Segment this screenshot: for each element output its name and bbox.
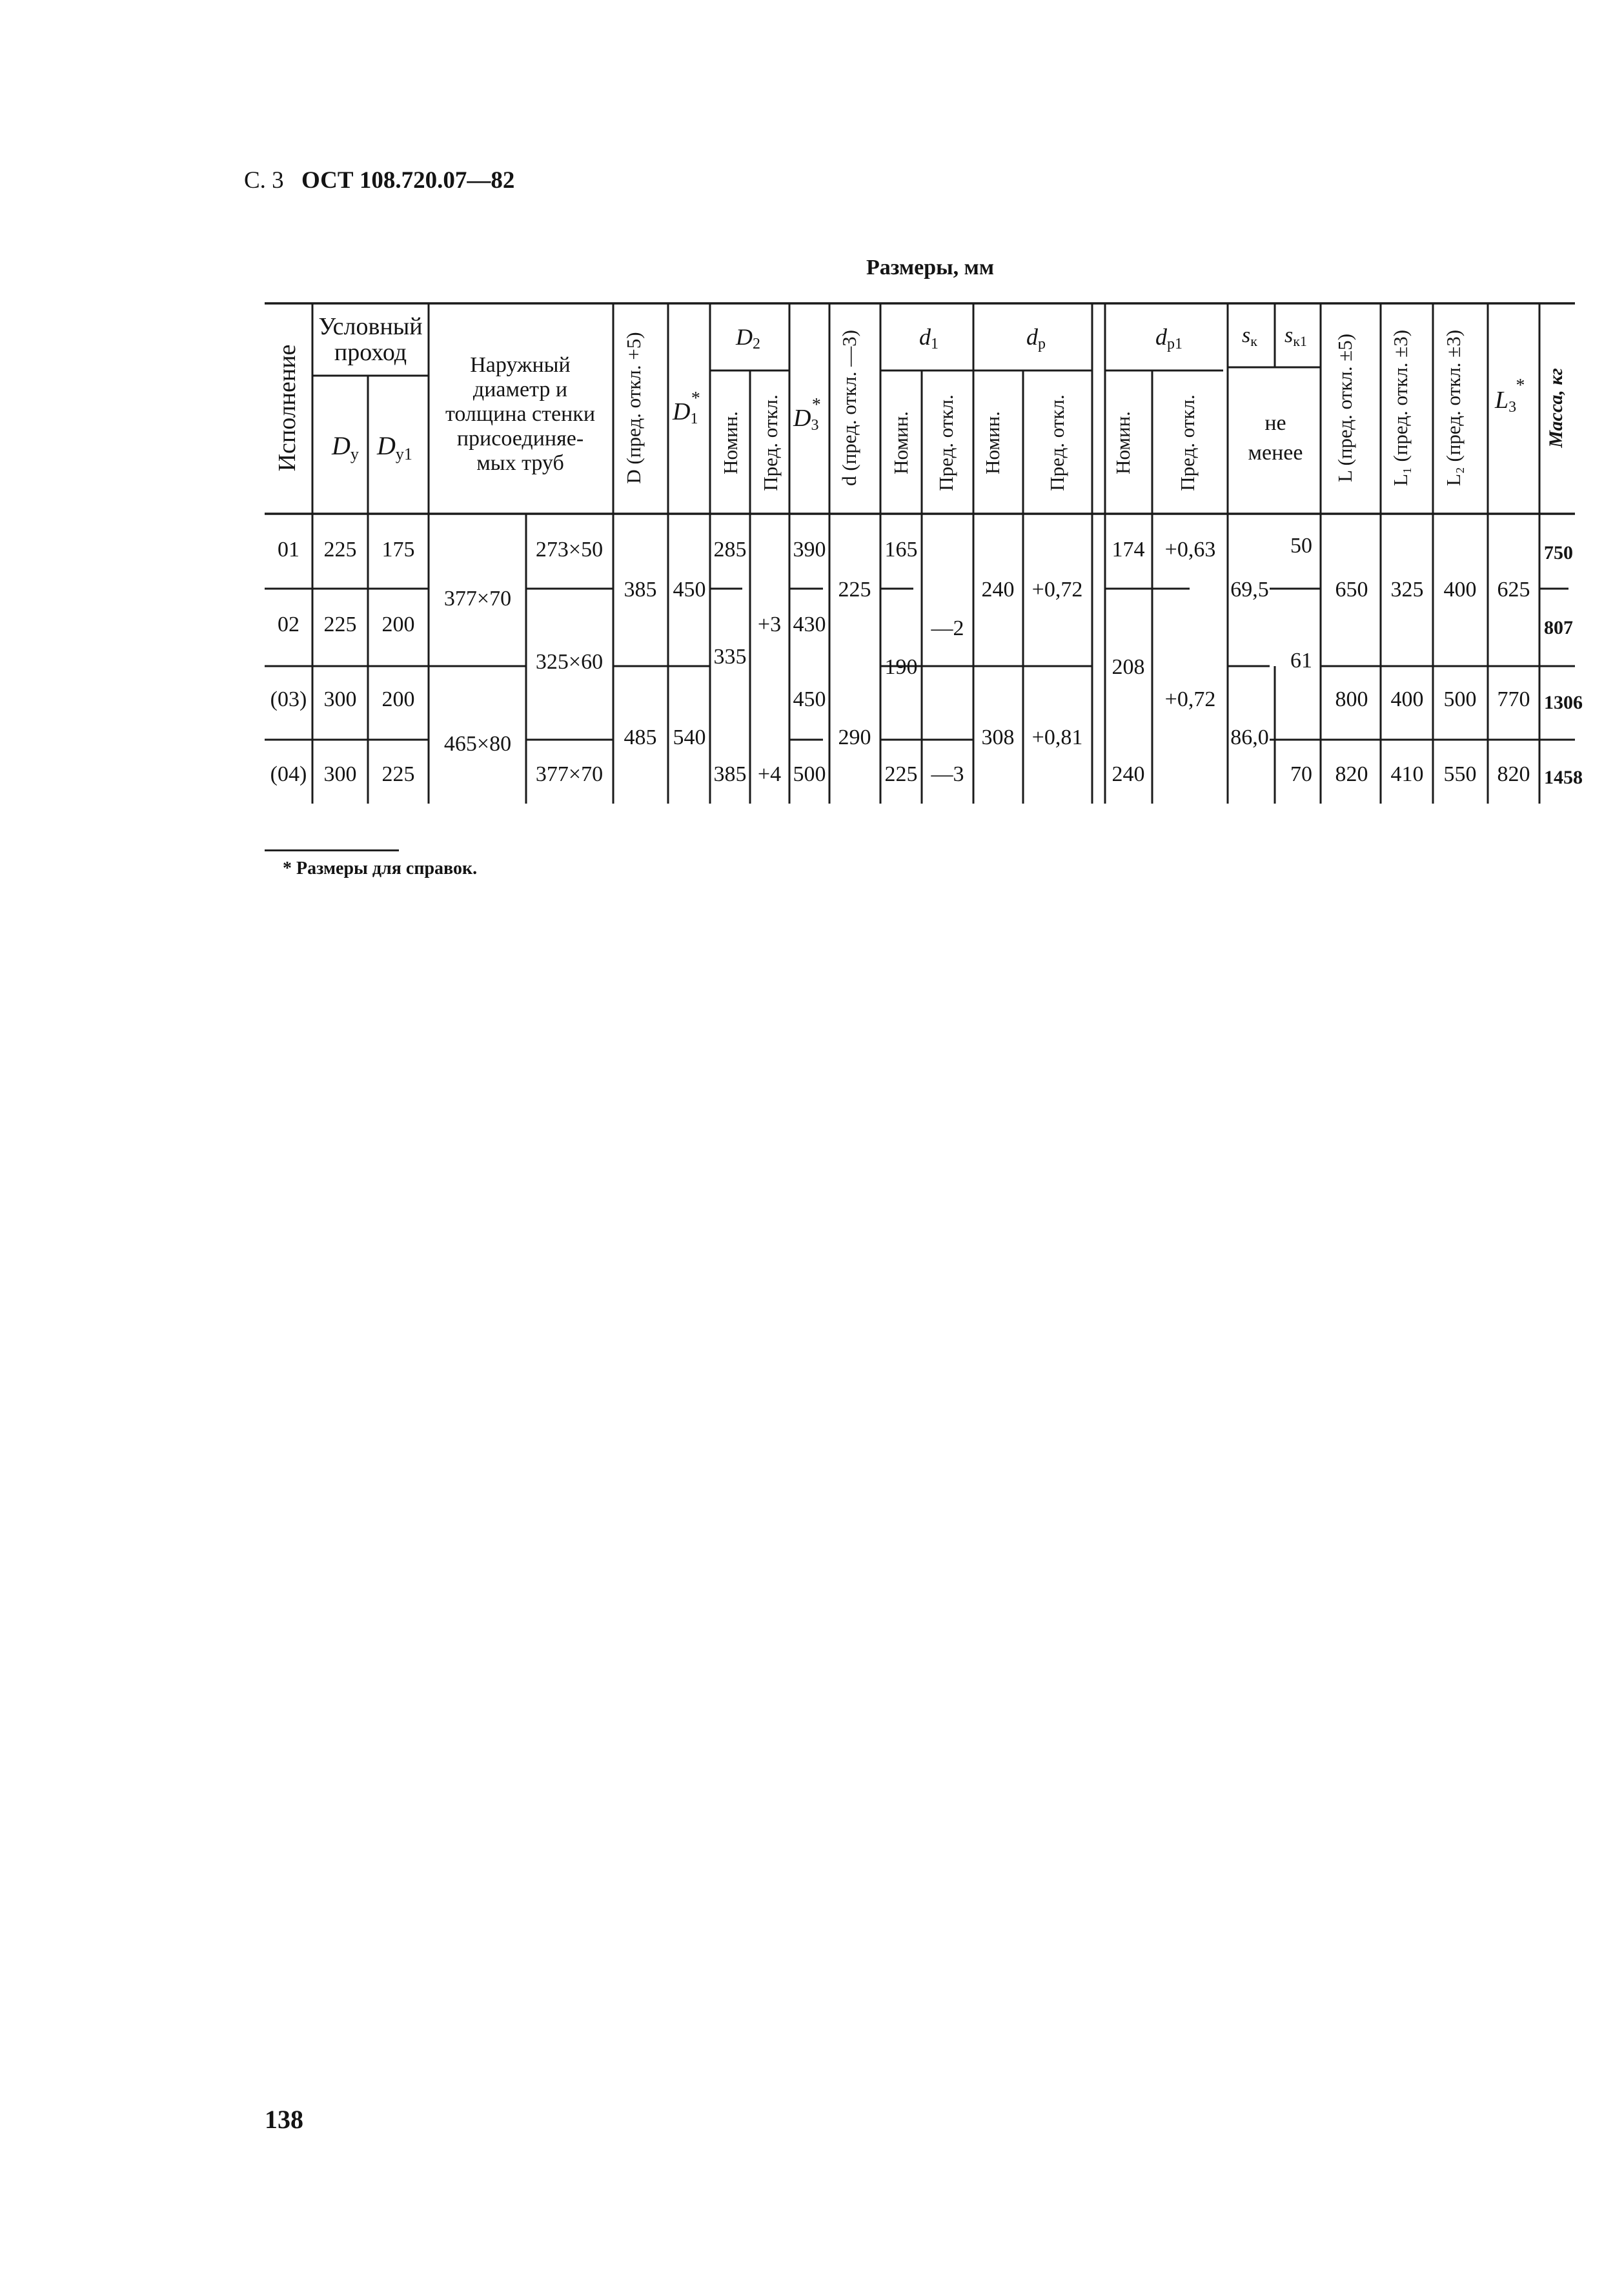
col-dp1-pred: Пред. откл. — [1176, 394, 1199, 491]
col-d1: d1 — [919, 324, 939, 352]
col-outer-l1: Наружный — [470, 353, 571, 377]
col-D3: D3* — [793, 395, 820, 434]
cell-dp1-nomin-1: 174 — [1111, 538, 1145, 562]
cell-D-group2: 485 — [624, 725, 657, 749]
footnote: * Размеры для справок. — [283, 858, 478, 878]
col-outer-l2: диаметр и — [472, 378, 568, 401]
col-sk1: sк1 — [1284, 323, 1307, 349]
col-D: D (пред. откл. +5) — [622, 332, 645, 484]
col-L: L (пред. откл. ±5) — [1334, 333, 1356, 483]
col-dp: dр — [1026, 324, 1046, 352]
cell-pipe-mid: 325×60 — [535, 650, 604, 674]
col-d1-pred: Пред. откл. — [935, 394, 957, 491]
cell-dp-pred-group1: +0,72 — [1031, 578, 1083, 602]
cell-d-group1: 225 — [838, 578, 871, 602]
cell-D3-3: 450 — [793, 687, 826, 711]
page-label: С. 3 — [244, 167, 284, 194]
cell-isp-4: (04) — [270, 762, 307, 786]
cell-massa-4: 1458 — [1544, 767, 1583, 788]
col-d1-nomin: Номин. — [889, 411, 912, 474]
cell-dy1-4: 225 — [381, 762, 415, 786]
col-ne-menee-1: не — [1264, 411, 1286, 435]
cell-sk1-1: 50 — [1290, 534, 1312, 558]
cell-L3-4: 820 — [1497, 762, 1530, 786]
col-uslovny-line1: Условный — [318, 313, 423, 340]
cell-d1-pred-group1: —2 — [931, 616, 964, 640]
col-dy: $D_у$ — [332, 431, 359, 463]
cell-d1-nomin-1: 165 — [884, 538, 918, 562]
cell-dp1-nomin-4: 240 — [1111, 762, 1145, 786]
col-L2: L₂ (пред. откл. ±3) — [1442, 329, 1465, 487]
cell-dp-group2: 308 — [981, 725, 1015, 749]
cell-isp-1: 01 — [278, 538, 299, 562]
cell-d1-pred-4: —3 — [931, 762, 964, 786]
cell-dp-group1: 240 — [981, 578, 1015, 602]
col-uslovny-line2: проход — [334, 339, 407, 366]
cell-D-group1: 385 — [624, 578, 657, 602]
cell-D2-pred-4: +4 — [757, 762, 782, 786]
cell-pipe-1: 273×50 — [535, 538, 604, 562]
cell-D2-pred-group1: +3 — [757, 613, 782, 636]
col-outer-l3: толщина стенки — [445, 402, 596, 426]
cell-L3-3: 770 — [1497, 687, 1530, 711]
col-outer-l5: мых труб — [476, 451, 564, 475]
col-ne-menee-2: менее — [1248, 441, 1303, 465]
cell-dp1-nomin-mid: 208 — [1111, 655, 1145, 679]
cell-sk-group2: 86,0 — [1230, 725, 1269, 749]
col-D2: D2 — [736, 324, 760, 352]
cell-massa-3: 1306 — [1544, 692, 1583, 713]
cell-dy1-2: 200 — [381, 613, 415, 636]
cell-L2-4: 550 — [1443, 762, 1477, 786]
cell-D1-group2: 540 — [673, 725, 706, 749]
cell-L2-group1: 400 — [1443, 578, 1477, 602]
cell-outer-group1: 377×70 — [443, 587, 512, 611]
cell-sk1-4: 70 — [1290, 762, 1312, 786]
col-dp1: dр1 — [1155, 324, 1182, 352]
cell-L1-group1: 325 — [1390, 578, 1424, 602]
col-D2-pred: Пред. откл. — [759, 394, 782, 491]
cell-dp1-pred-1: +0,63 — [1164, 538, 1216, 562]
col-massa: Масса, кг — [1545, 368, 1567, 448]
cell-isp-2: 02 — [278, 613, 299, 636]
col-L1: L₁ (пред. откл. ±3) — [1389, 329, 1412, 487]
cell-dy1-3: 200 — [381, 687, 415, 711]
col-L3: L3* — [1495, 376, 1525, 416]
col-dy1: $D_{у1}$ — [377, 431, 412, 463]
footnote-rule — [265, 849, 399, 851]
table-caption: Размеры, мм — [866, 256, 994, 279]
col-sk: sк — [1242, 323, 1257, 349]
cell-L1-4: 410 — [1390, 762, 1424, 786]
cell-massa-1: 750 — [1544, 542, 1573, 563]
col-outer-l4: присоединяе- — [456, 427, 584, 451]
cell-d-group2: 290 — [838, 725, 871, 749]
col-ispolnenie: Исполнение — [274, 344, 301, 472]
page-number: 138 — [265, 2105, 303, 2134]
cell-dp-pred-group2: +0,81 — [1031, 725, 1083, 749]
cell-dy1-1: 175 — [381, 538, 415, 562]
col-dp-nomin: Номин. — [981, 411, 1004, 474]
col-dp-pred: Пред. откл. — [1046, 394, 1068, 491]
cell-sk-group1: 69,5 — [1230, 578, 1269, 602]
cell-outer-group2: 465×80 — [443, 732, 512, 756]
cell-L-group1: 650 — [1335, 578, 1368, 602]
cell-D1-group1: 450 — [673, 578, 706, 602]
col-D1: D1* — [673, 389, 700, 427]
cell-L-3: 800 — [1335, 687, 1368, 711]
cell-L3-group1: 625 — [1497, 578, 1530, 602]
cell-L1-3: 400 — [1390, 687, 1424, 711]
cell-d1-nomin-4: 225 — [884, 762, 918, 786]
cell-dp1-pred-group2: +0,72 — [1164, 687, 1216, 711]
cell-dy-1: 225 — [323, 538, 357, 562]
cell-massa-2: 807 — [1544, 617, 1573, 638]
cell-D2-nomin-4: 385 — [713, 762, 747, 786]
cell-pipe-4: 377×70 — [535, 762, 604, 786]
cell-D3-1: 390 — [793, 538, 826, 562]
cell-sk1-mid: 61 — [1290, 649, 1312, 673]
cell-D2-nomin-1: 285 — [713, 538, 747, 562]
cell-D3-4: 500 — [793, 762, 826, 786]
cell-isp-3: (03) — [270, 687, 307, 711]
col-dp1-nomin: Номин. — [1111, 411, 1134, 474]
cell-L-4: 820 — [1335, 762, 1368, 786]
cell-dy-4: 300 — [323, 762, 357, 786]
cell-dy-2: 225 — [323, 613, 357, 636]
col-D2-nomin: Номин. — [719, 411, 742, 474]
document-code: ОСТ 108.720.07—82 — [301, 167, 515, 194]
cell-D3-2: 430 — [793, 613, 826, 636]
cell-d1-nomin-mid: 190 — [884, 655, 918, 679]
cell-D2-nomin-mid: 335 — [713, 645, 747, 669]
cell-dy-3: 300 — [323, 687, 357, 711]
col-d: d (пред. откл. —3) — [838, 330, 860, 486]
cell-L2-3: 500 — [1443, 687, 1477, 711]
